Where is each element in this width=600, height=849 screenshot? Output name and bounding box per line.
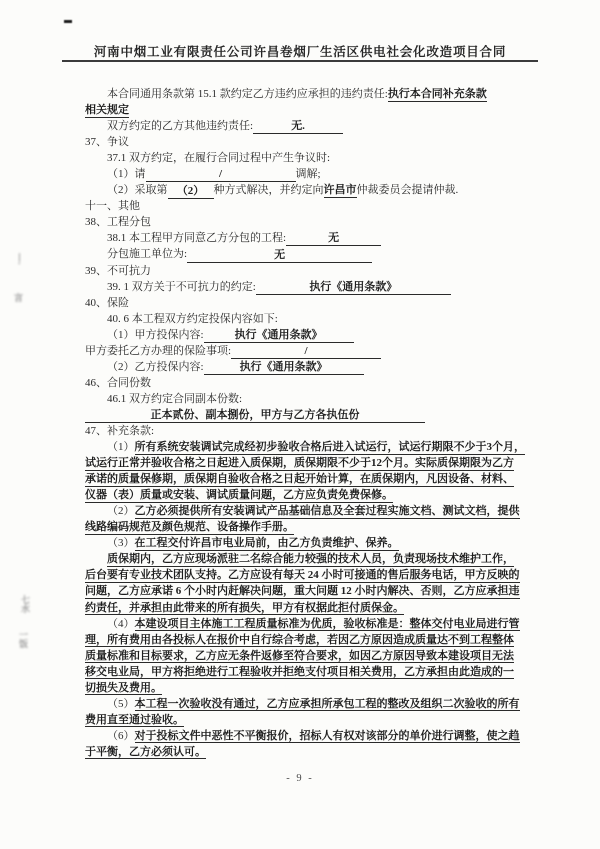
text-segment: （4） bbox=[107, 617, 135, 630]
text-segment: 37、争议 bbox=[85, 136, 129, 149]
text-line bbox=[85, 327, 523, 343]
text-segment: （2）采取第 bbox=[107, 184, 168, 197]
text-line bbox=[85, 150, 523, 166]
text-line bbox=[85, 343, 523, 359]
page-number: - 9 - bbox=[286, 773, 314, 784]
document-body bbox=[85, 86, 523, 760]
filled-underlined-text: 承诺的质量保修期，质保期自验收合格之日起开始计算，在质保期内，凡因设备、材料、 bbox=[85, 473, 514, 486]
text-segment: 调解; bbox=[295, 168, 321, 181]
text-line bbox=[85, 551, 523, 567]
text-segment: （1）甲方投保内容: bbox=[107, 328, 204, 341]
scan-artifact bbox=[64, 20, 72, 23]
text-segment: （5） bbox=[107, 697, 135, 710]
filled-underlined-text: 许昌市 bbox=[323, 184, 357, 197]
text-line bbox=[85, 487, 523, 503]
text-line bbox=[85, 134, 523, 150]
text-segment: 甲方委托乙方办理的保险事项: bbox=[85, 344, 232, 357]
text-line bbox=[85, 375, 523, 391]
text-segment: （6） bbox=[107, 729, 135, 742]
text-line bbox=[85, 664, 523, 680]
text-segment: 分包施工单位为: bbox=[107, 248, 188, 261]
filled-underlined-text: 问题，乙方应承诺 6 个小时内赶解决问题，重大问题 12 小时内解决、否则，乙方应承担违 bbox=[85, 585, 520, 598]
text-line bbox=[85, 503, 523, 519]
text-line bbox=[85, 567, 523, 583]
text-line bbox=[85, 86, 523, 102]
filled-underlined-text: 所有系统安装调试完成经初步验收合格后进入试运行，试运行期限不少于3个月， bbox=[134, 441, 525, 454]
filled-underlined-text: 本工程一次验收没有通过，乙方应承担所承包工程的整改及组织二次验收的所有 bbox=[134, 697, 520, 710]
text-segment: （3） bbox=[107, 537, 135, 550]
text-line bbox=[85, 600, 523, 616]
text-line bbox=[85, 648, 523, 664]
filled-underlined-text: 在工程交付许昌市电业局前，由乙方负责维护、保养。 bbox=[134, 537, 399, 550]
scan-artifact: 七水 bbox=[20, 595, 30, 613]
text-segment: 47、补充条款: bbox=[85, 424, 155, 437]
scan-artifact: 一饭 bbox=[18, 630, 28, 648]
text-line bbox=[85, 214, 523, 230]
text-line bbox=[85, 583, 523, 599]
text-segment: 39. 1 双方关于不可抗力的约定: bbox=[107, 280, 256, 293]
filled-underlined-text: 切损失及费用。 bbox=[85, 681, 162, 694]
text-line bbox=[85, 535, 523, 551]
text-line bbox=[85, 616, 523, 632]
text-line bbox=[85, 246, 523, 262]
text-line bbox=[85, 359, 523, 375]
fill-in-blank: 无. bbox=[253, 118, 343, 134]
text-line bbox=[85, 712, 523, 728]
fill-in-blank: / bbox=[231, 343, 381, 359]
scan-artifact: 丨· bbox=[14, 253, 24, 266]
page-title: 河南中烟工业有限责任公司许昌卷烟厂生活区供电社会化改造项目合同 bbox=[93, 45, 507, 59]
text-line bbox=[85, 471, 523, 487]
text-line bbox=[85, 632, 523, 648]
fill-in-blank: 正本贰份、副本捌份，甲方与乙方各执伍份 bbox=[85, 407, 425, 423]
text-line bbox=[85, 455, 523, 471]
filled-underlined-text: 乙方必须提供所有安装调试产品基础信息及全套过程实施文档、测试文档，提供 bbox=[134, 505, 520, 518]
header-rule bbox=[62, 60, 538, 62]
text-line bbox=[85, 439, 523, 455]
text-line bbox=[85, 279, 523, 295]
text-line bbox=[85, 391, 523, 407]
fill-in-blank: （2） bbox=[168, 183, 214, 199]
text-line bbox=[85, 744, 523, 760]
filled-underlined-text: 后台要有专业技术团队支持。乙方应设有每天 24 小时可接通的售后服务电话，甲方反映的 bbox=[85, 569, 520, 582]
text-line bbox=[85, 198, 523, 214]
text-line bbox=[85, 680, 523, 696]
filled-underlined-text: 仪器（表）质量或安装、调试质量问题，乙方应负责免费保修。 bbox=[85, 489, 393, 502]
fill-in-blank: 无 bbox=[286, 230, 381, 246]
filled-underlined-text: 对于投标文件中恶性不平衡报价，招标人有权对该部分的单价进行调整，使之趋 bbox=[134, 729, 520, 742]
text-segment: 38、工程分包 bbox=[85, 216, 151, 229]
text-line bbox=[85, 118, 523, 134]
filled-underlined-text: 质量标准和目标要求，乙方应无条件返修至符合要求，如因乙方原因导致本建设项目无法 bbox=[85, 649, 514, 662]
text-segment: 双方约定的乙方其他违约责任: bbox=[107, 120, 254, 133]
filled-underlined-text: 相关规定 bbox=[85, 104, 129, 117]
text-line bbox=[85, 230, 523, 246]
text-line bbox=[85, 295, 523, 311]
text-segment: 40、保险 bbox=[85, 296, 129, 309]
fill-in-blank: 执行《通用条款》 bbox=[256, 279, 451, 295]
filled-underlined-text: 质保期内，乙方应现场派驻二名综合能力较强的技术人员，负责现场技术维护工作， bbox=[107, 553, 514, 566]
fill-in-blank: 执行《通用条款》 bbox=[204, 359, 364, 375]
filled-underlined-text: 费用直至通过验收。 bbox=[85, 713, 184, 726]
text-segment: 37.1 双方约定，在履行合同过程中产生争议时: bbox=[107, 152, 331, 165]
text-segment: 种方式解决，并约定向 bbox=[213, 184, 324, 197]
filled-underlined-text: 移交电业局，甲方将拒绝进行工程验收并拒绝支付项目相关费用，乙方承担由此造成的一 bbox=[85, 665, 514, 678]
text-segment: 46.1 双方约定合同副本份数: bbox=[107, 392, 243, 405]
scan-artifact: 言 bbox=[13, 293, 23, 302]
text-line bbox=[85, 728, 523, 744]
text-segment: 仲裁委员会提请仲裁. bbox=[356, 184, 459, 197]
text-segment: 本合同通用条款第 15.1 款约定乙方违约应承担的违约责任: bbox=[107, 88, 388, 100]
text-segment: （1） bbox=[107, 441, 135, 454]
fill-in-blank: / bbox=[146, 166, 296, 182]
text-segment: 46、合同份数 bbox=[85, 376, 151, 389]
text-line bbox=[85, 182, 523, 198]
filled-underlined-text: 本建设项目主体施工工程质量标准为优质，验收标准是：整体交付电业局进行管 bbox=[134, 617, 520, 630]
filled-underlined-text: 理，所有费用由各投标人在报价中自行综合考虑，若因乙方原因造成质量达不到工程整体 bbox=[85, 633, 514, 646]
text-line bbox=[85, 423, 523, 439]
text-segment: （2） bbox=[107, 505, 135, 518]
filled-underlined-text: 线路编码规范及颜色规范、设备操作手册。 bbox=[85, 521, 294, 534]
text-segment: 38.1 本工程甲方同意乙方分包的工程: bbox=[107, 232, 287, 245]
text-line bbox=[85, 166, 523, 182]
text-segment: 40. 6 本工程双方约定投保内容如下: bbox=[107, 312, 278, 325]
text-line bbox=[85, 519, 523, 535]
text-line bbox=[85, 263, 523, 279]
filled-underlined-text: 试运行正常并验收合格之日起进入质保期，质保期限不少于12个月。实际质保期限为乙方 bbox=[85, 457, 514, 470]
fill-in-blank: 无 bbox=[187, 247, 372, 263]
text-segment: 39、不可抗力 bbox=[85, 264, 151, 277]
fill-in-blank: 执行《通用条款》 bbox=[204, 327, 354, 343]
filled-underlined-text: 于平衡，乙方必须认可。 bbox=[85, 745, 206, 758]
text-segment: （1）请 bbox=[107, 168, 146, 181]
filled-underlined-text: 约责任，并承担由此带来的所有损失，甲方有权据此拒付质保金。 bbox=[85, 601, 404, 614]
text-line bbox=[85, 311, 523, 327]
text-line bbox=[85, 407, 523, 423]
text-line bbox=[85, 102, 523, 118]
text-segment: 十一、其他 bbox=[85, 200, 140, 213]
text-line bbox=[85, 696, 523, 712]
filled-underlined-text: 执行本合同补充条款 bbox=[387, 88, 487, 100]
text-segment: （2）乙方投保内容: bbox=[107, 360, 204, 373]
